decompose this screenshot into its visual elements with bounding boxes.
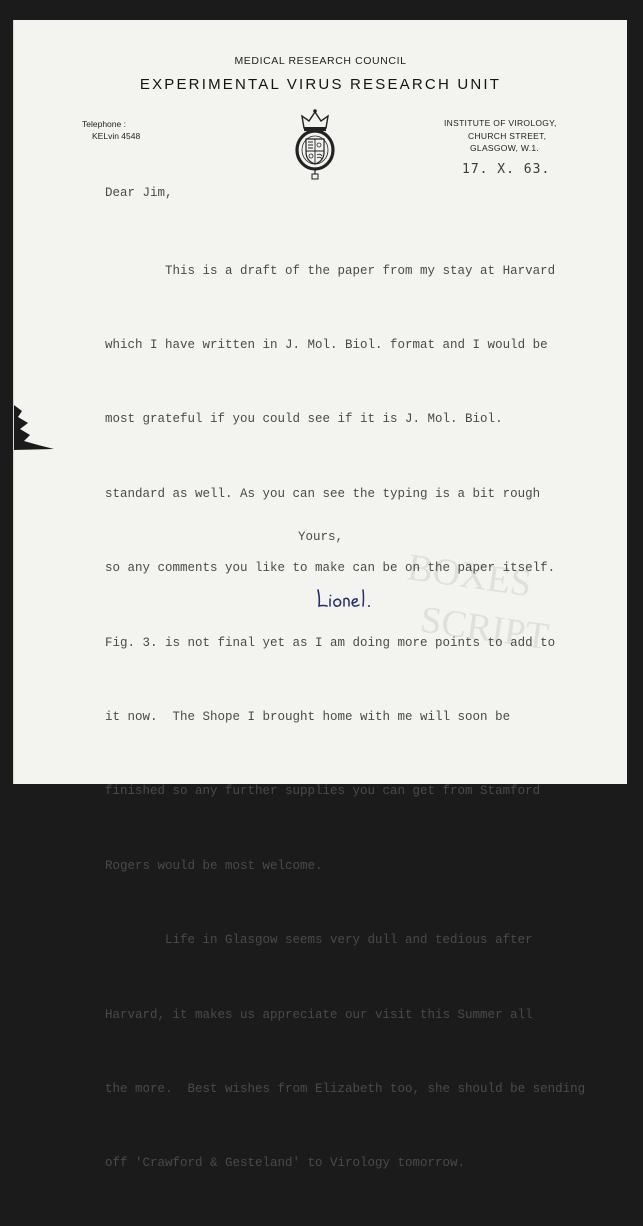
body-line: the more. Best wishes from Elizabeth too, she should be sending [105, 1081, 586, 1096]
telephone-label: Telephone : [82, 119, 126, 129]
handwritten-signature [314, 584, 380, 614]
paper-watermark [394, 540, 574, 660]
letter-date: 17. X. 63. [462, 162, 551, 177]
body-line: Rogers would be most welcome. [105, 858, 323, 873]
address-line: GLASGOW, W.1. [470, 143, 540, 153]
body-line: off 'Crawford & Gesteland' to Virology tomorrow. [105, 1156, 466, 1171]
body-line: This is a draft of the paper from my stay at Harvard [105, 263, 556, 278]
telephone-block [82, 118, 140, 142]
council-name: MEDICAL RESEARCH COUNCIL [234, 55, 407, 67]
body-line: it now. The Shope I brought home with me will soon be [105, 709, 511, 724]
body-line: most grateful if you could see if it is J. Mol. Biol. [105, 412, 503, 427]
svg-text:BOXES: BOXES [404, 546, 535, 606]
letter-body [105, 209, 585, 1226]
torn-edge-icon [14, 405, 54, 450]
body-line: which I have written in J. Mol. Biol. format and I would be [105, 337, 548, 352]
body-line: finished so any further supplies you can get from Stamford [105, 784, 541, 799]
royal-coat-of-arms-icon [290, 108, 340, 180]
body-line: so any comments you like to make can be on the paper itself. [105, 561, 556, 576]
body-line: Harvard, it makes us appreciate our visit this Summer all [105, 1007, 533, 1022]
svg-text:SCRIPT: SCRIPT [417, 598, 552, 659]
address-block [444, 117, 557, 155]
address-line: INSTITUTE OF VIROLOGY, [444, 118, 557, 128]
closing: Yours, [298, 530, 344, 544]
address-line: CHURCH STREET, [468, 130, 547, 141]
body-line: Life in Glasgow seems very dull and tedious after [105, 933, 533, 948]
body-line: Fig. 3. is not final yet as I am doing more points to add to [105, 635, 556, 650]
telephone-number: KELvin 4548 [92, 131, 141, 141]
salutation: Dear Jim, [105, 186, 173, 200]
body-line: standard as well. As you can see the typing is a bit rough [105, 486, 541, 501]
letter-sheet [13, 20, 627, 1171]
unit-name: EXPERIMENTAL VIRUS RESEARCH UNIT [139, 76, 502, 93]
